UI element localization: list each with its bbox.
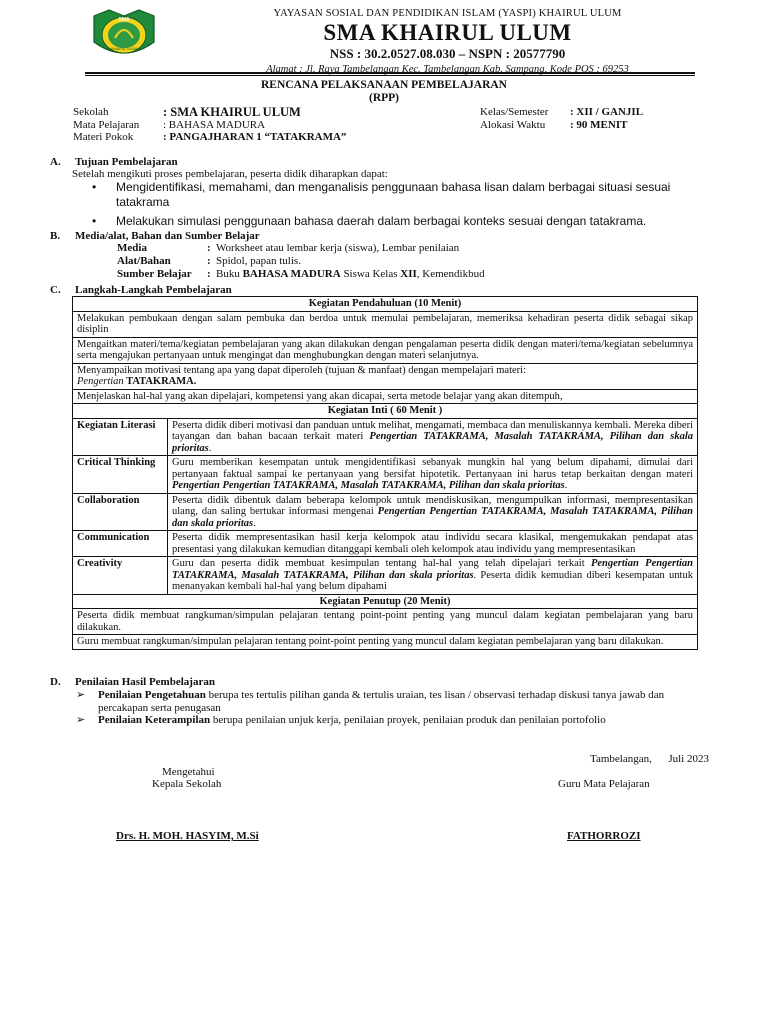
section-b-title: Media/alat, Bahan dan Sumber Belajar — [75, 230, 260, 242]
section-a-list — [92, 180, 702, 233]
inti-desc-topic: Pengertian Pengertian TATAKRAMA, Masalah TATAKRAMA, Pilihan dan skala prioritas — [172, 506, 694, 529]
inti-desc — [168, 493, 698, 531]
inti-label: Collaboration — [73, 493, 168, 531]
section-b-body — [117, 242, 485, 281]
sumber-book: BAHASA MADURA — [242, 268, 341, 280]
bullet-icon: • — [92, 180, 97, 194]
section-a-letter: A. — [50, 156, 61, 168]
meta-materi-key: Materi Pokok — [73, 131, 134, 143]
assessment-title: Penilaian Pengetahuan — [98, 689, 206, 701]
school-address: Alamat : Jl. Raya Tambelangan Kec. Tambelangan Kab. Sampang, Kode POS : 69253 — [266, 64, 629, 75]
inti-label: Kegiatan Literasi — [73, 418, 168, 456]
section-b-letter: B. — [50, 230, 61, 242]
guru-name: FATHORROZI — [567, 830, 641, 842]
table-row — [73, 363, 698, 389]
colon: : — [207, 242, 211, 254]
inti-header: Kegiatan Inti ( 60 Menit ) — [73, 404, 698, 419]
meta-sekolah-key: Sekolah — [73, 106, 109, 118]
colon: : — [207, 268, 211, 280]
pendahuluan-header: Kegiatan Pendahuluan (10 Menit) — [73, 297, 698, 312]
title-main: RENCANA PELAKSANAAN PEMBELAJARAN — [261, 79, 507, 91]
inti-desc-text: Peserta didik mempresentasikan hasil kerja kelompok atau individu secara klasikal, mengemukakan pendapat atas presentasi yang dilakukan kemudian ditanggapi kembali oleh kelompok atau individu yang mempresentasikan — [172, 532, 693, 555]
mengetahui-label: Mengetahui — [162, 766, 215, 778]
media-value: Worksheet atau lembar kerja (siswa), Lembar penilaian — [216, 242, 460, 254]
objective-2: Melakukan simulasi penggunaan bahasa daerah dalam berbagai konteks sesuai dengan tatakrama. — [116, 214, 647, 228]
title-abbr: (RPP) — [368, 92, 399, 104]
place-date: Tambelangan, Juli 2023 — [590, 753, 709, 765]
table-row — [73, 531, 698, 557]
header-divider-thin — [85, 75, 695, 76]
assessment-desc: berupa penilaian unjuk kerja, penilaian proyek, penilaian produk dan penilaian portofolio — [210, 714, 606, 726]
meta-right — [480, 106, 643, 131]
meta-mapel-value: : BAHASA MADURA — [163, 118, 266, 131]
sumber-pre: Buku — [216, 268, 243, 280]
letterhead — [175, 8, 720, 76]
penutup-header: Kegiatan Penutup (20 Menit) — [73, 594, 698, 609]
document-title — [0, 79, 768, 105]
colon: : — [207, 255, 211, 267]
section-d-letter: D. — [50, 676, 61, 688]
inti-desc — [168, 557, 698, 595]
meta-waktu-value: : 90 MENIT — [570, 118, 628, 131]
table-row — [73, 493, 698, 531]
nss-number: NSS : 30.2.0527.08.030 – NSPN : 20577790 — [329, 46, 566, 61]
meta-materi-value: : PANGAJHARAN 1 “TATAKRAMA” — [163, 131, 347, 143]
inti-desc-text: Peserta didik dibentuk dalam beberapa kelompok untuk mendiskusikan, mengumpulkan informasi, mempresentasikan ulang, dan saling bertukar informasi mengenai — [172, 494, 693, 517]
sumber-post: , Kemendikbud — [416, 268, 485, 280]
sumber-class: XII — [400, 268, 417, 280]
inti-desc-end: . — [253, 517, 256, 529]
inti-desc — [168, 418, 698, 456]
table-row: Melakukan pembukaan dengan salam pembuka dan berdoa untuk memulai pembelajaran, memeriksa kehadiran peserta didik sebagai sikap disiplin — [73, 311, 698, 337]
inti-desc-text: Peserta didik diberi motivasi dan panduan untuk melihat, mengamati, membaca dan menuliskannya kembali. Mereka diberi tayangan dan bahan bacaan terkait materi — [172, 419, 693, 442]
table-row: Mengaitkan materi/tema/kegiatan pembelajaran yang akan dilakukan dengan pengalaman peserta didik dengan materi/tema/kegiatan sebelumnya serta mengajukan pertanyaan untuk mengingat dan menghubungkan dengan materi selanjutnya. — [73, 337, 698, 363]
header-divider-thick — [85, 72, 695, 74]
inti-desc — [168, 456, 698, 494]
section-d-list — [76, 689, 701, 727]
arrow-bullet-icon: ➢ — [76, 689, 86, 701]
inti-desc-end: . Peserta didik kemudian diberi kesempatan untuk menanyakan kembali hal-hal yang belum dipahami — [172, 569, 693, 592]
alat-key: Alat/Bahan — [117, 255, 171, 267]
section-a-intro: Setelah mengikuti proses pembelajaran, peserta didik diharapkan dapat: — [72, 168, 388, 180]
bullet-icon: • — [92, 214, 97, 228]
inti-desc-topic: Pengertian Pengertian TATAKRAMA, Masalah TATAKRAMA, Pilihan dan skala prioritas — [172, 558, 693, 581]
logo-sub: KHAIRUL ULUM — [111, 47, 137, 51]
school-name: SMA KHAIRUL ULUM — [323, 20, 572, 45]
motivation-topic-bold: TATAKRAMA. — [123, 376, 197, 387]
section-d-heading — [50, 676, 215, 689]
table-row — [73, 557, 698, 595]
meta-sekolah-value: : SMA KHAIRUL ULUM — [163, 105, 301, 119]
inti-label: Critical Thinking — [73, 456, 168, 494]
kepala-label: Kepala Sekolah — [152, 778, 222, 790]
school-logo — [89, 8, 159, 60]
list-item — [92, 180, 702, 210]
inti-desc-end: . — [564, 480, 568, 491]
media-key: Media — [117, 242, 147, 254]
table-row — [73, 418, 698, 456]
section-c-title: Langkah-Langkah Pembelajaran — [75, 284, 232, 296]
learning-steps-table — [72, 296, 698, 650]
meta-left — [73, 106, 346, 144]
motivation-topic-italic: Pengertian — [77, 376, 124, 387]
section-a-title: Tujuan Pembelajaran — [75, 156, 178, 168]
objective-1: Mengidentifikasi, memahami, dan menganalisis penggunaan bahasa lisan dalam berbagai situasi sesuai tatakrama — [116, 180, 671, 209]
logo-label: SMA — [118, 17, 130, 23]
meta-kelas-key: Kelas/Semester — [480, 106, 549, 118]
sumber-key: Sumber Belajar — [117, 268, 192, 280]
motivation-text: Menyampaikan motivasi tentang apa yang dapat diperoleh (tujuan & manfaat) dengan mempelajari materi: — [77, 364, 527, 376]
assessment-title: Penilaian Keterampilan — [98, 714, 211, 726]
inti-desc — [168, 531, 698, 557]
meta-waktu-key: Alokasi Waktu — [480, 118, 546, 131]
inti-label: Creativity — [73, 557, 168, 595]
table-row — [73, 456, 698, 494]
sumber-mid: Siswa Kelas — [340, 268, 401, 280]
foundation-name: YAYASAN SOSIAL DAN PENDIDIKAN ISLAM (YASPI) KHAIRUL ULUM — [273, 8, 622, 19]
kepala-name: Drs. H. MOH. HASYIM, M.Si — [116, 830, 259, 842]
list-item — [76, 714, 701, 727]
table-row: Guru membuat rangkuman/simpulan pelajaran tentang point-point penting yang muncul dalam kegiatan pembelajaran yang baru dilakukan. — [73, 635, 698, 650]
guru-label: Guru Mata Pelajaran — [558, 778, 650, 790]
sumber-value — [216, 268, 485, 281]
meta-mapel-key: Mata Pelajaran — [73, 118, 140, 131]
inti-desc-text: Guru dan peserta didik membuat kesimpulan tentang hal-hal yang telah dipelajari terkait — [172, 558, 591, 569]
meta-kelas-value: : XII / GANJIL — [570, 106, 644, 118]
section-d-title: Penilaian Hasil Pembelajaran — [75, 676, 215, 688]
arrow-bullet-icon: ➢ — [76, 714, 86, 726]
inti-desc-text: Guru memberikan kesempatan untuk mengidentifikasi sebanyak mungkin hal yang belum dipahami, dimulai dari pertanyaan faktual sampai ke pertanyaan yang bersifat hipotetik. Pertanyaan ini harus tetap berkaitan dengan materi — [172, 457, 693, 480]
list-item — [92, 214, 702, 229]
inti-label: Communication — [73, 531, 168, 557]
inti-desc-end: . — [208, 442, 212, 454]
inti-desc-topic: Pengertian TATAKRAMA, Masalah TATAKRAMA, Pilihan dan skala prioritas — [172, 431, 693, 454]
section-c-letter: C. — [50, 284, 61, 296]
list-item — [76, 689, 701, 714]
inti-desc-topic: Pengertian Pengertian TATAKRAMA, Masalah TATAKRAMA, Pilihan dan skala prioritas — [172, 480, 565, 491]
table-row: Menjelaskan hal-hal yang akan dipelajari, kompetensi yang akan dicapai, serta metode belajar yang akan ditempuh, — [73, 389, 698, 404]
assessment-desc: berupa tes tertulis pilihan ganda & tertulis uraian, tes lisan / observasi terhadap diskusi tanya jawab dan percakapan serta penugasan — [98, 689, 665, 714]
table-row: Peserta didik membuat rangkuman/simpulan pelajaran tentang point-point penting yang muncul dalam kegiatan pembelajaran yang baru dilakukan. — [73, 609, 698, 635]
alat-value: Spidol, papan tulis. — [216, 255, 301, 267]
